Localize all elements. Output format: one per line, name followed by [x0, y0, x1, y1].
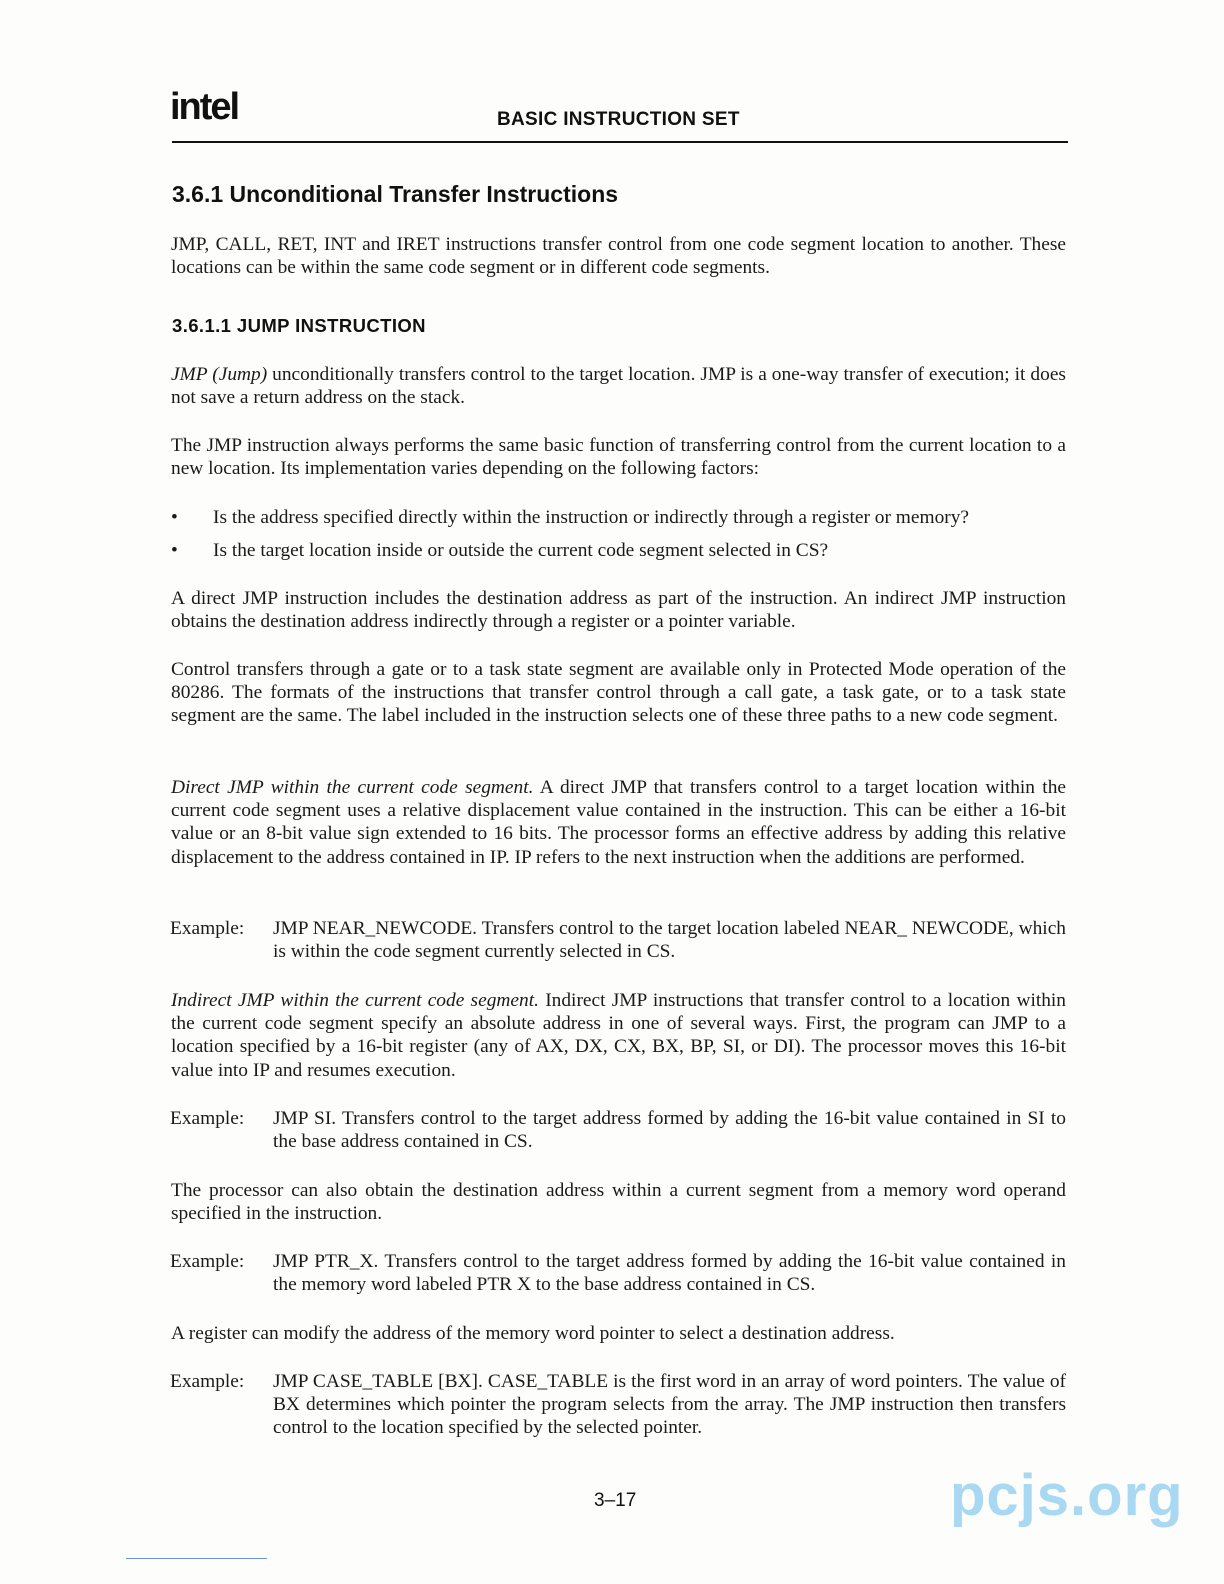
paragraph-body: unconditionally transfers control to the target location. JMP is a one-way transfer of execution; it does not save a return address on the stack. [171, 364, 1066, 409]
paragraph-protected-mode: Control transfers through a gate or to a task state segment are available only in Protected Mode operation of the 80286. The formats of the instructions that transfer control through a call gate, a task gate, or to a task state segment are the same. The label included in the instruction selects one of these three paths to a new code segment. [171, 659, 1066, 727]
paragraph-memory-word: The processor can also obtain the destination address within a current segment from a memory word operand specified in the instruction. [171, 1180, 1066, 1225]
intel-logo: intel [170, 86, 239, 128]
bullet-text: Is the address specified directly within the instruction or indirectly through a register or memory? [213, 507, 970, 528]
example-block [170, 1370, 1066, 1440]
example-text: JMP PTR_X. Transfers control to the target address formed by adding the 16-bit value contained in the memory word labeled PTR X to the base address contained in CS. [273, 1251, 1066, 1296]
watermark: pcjs.org [950, 1463, 1184, 1528]
running-header-title: BASIC INSTRUCTION SET [497, 109, 740, 130]
example-block [170, 1107, 1066, 1153]
example-block [170, 917, 1066, 963]
paragraph-body: Indirect JMP instructions that transfer control to a location within the current code segment specify an absolute address in one of several ways. First, the program can JMP to a location specified by a 16-bit register (any of AX, DX, CX, BX, BP, SI, or DI). The processor moves this 16-bit value into IP and resumes execution. [171, 990, 1067, 1081]
paragraph-jmp-factors: The JMP instruction always performs the same basic function of transferring control from the current location to a new location. Its implementation varies depending on the following factors: [171, 435, 1066, 480]
example-label: Example: [170, 1108, 245, 1129]
example-label: Example: [170, 1371, 245, 1392]
page-number: 3–17 [594, 1490, 637, 1511]
header-rule [172, 141, 1068, 143]
example-text: JMP SI. Transfers control to the target address formed by adding the 16-bit value contained in SI to the base address contained in CS. [273, 1108, 1066, 1153]
example-label: Example: [170, 1251, 245, 1272]
paragraph-indirect-jmp [171, 989, 1066, 1082]
paragraph-register-modify: A register can modify the address of the memory word pointer to select a destination address. [171, 1323, 895, 1344]
section-heading: 3.6.1 Unconditional Transfer Instructions [172, 181, 619, 207]
paragraph-body: A direct JMP that transfers control to a target location within the current code segment uses a relative displacement value contained in the instruction. This can be either a 16-bit value or an 8-bit value sign extended to 16 bits. The processor forms an effective address by adding this relative displacement to the address contained in IP. IP refers to the next instruction when the additions are performed. [171, 777, 1066, 868]
example-text: JMP CASE_TABLE [BX]. CASE_TABLE is the first word in an array of word pointers. The value of BX determines which pointer the program selects from the array. The JMP instruction then transfers control to the location specified by the selected pointer. [273, 1371, 1066, 1439]
paragraph-lead-term: Direct JMP within the current code segment. [171, 777, 534, 798]
paragraph-direct-indirect: A direct JMP instruction includes the destination address as part of the instruction. An indirect JMP instruction obtains the destination address indirectly through a register or a pointer variable. [171, 588, 1066, 633]
example-block [170, 1250, 1066, 1296]
paragraph-lead-term: JMP (Jump) [171, 364, 268, 385]
example-label: Example: [170, 918, 245, 939]
bullet-icon: • [171, 507, 178, 528]
bottom-rule [126, 1558, 267, 1559]
paragraph-lead-term: Indirect JMP within the current code segment. [171, 990, 539, 1011]
paragraph-jmp-definition [171, 363, 1066, 409]
subsection-heading: 3.6.1.1 JUMP INSTRUCTION [172, 315, 426, 336]
bullet-icon: • [171, 540, 178, 561]
bullet-text: Is the target location inside or outside the current code segment selected in CS? [213, 540, 829, 561]
example-text: JMP NEAR_NEWCODE. Transfers control to the target location labeled NEAR_ NEWCODE, which is within the code segment currently selected in CS. [273, 918, 1066, 963]
section-intro-paragraph: JMP, CALL, RET, INT and IRET instructions transfer control from one code segment location to another. These locations can be within the same code segment or in different code segments. [171, 234, 1066, 279]
paragraph-direct-jmp [171, 776, 1066, 869]
